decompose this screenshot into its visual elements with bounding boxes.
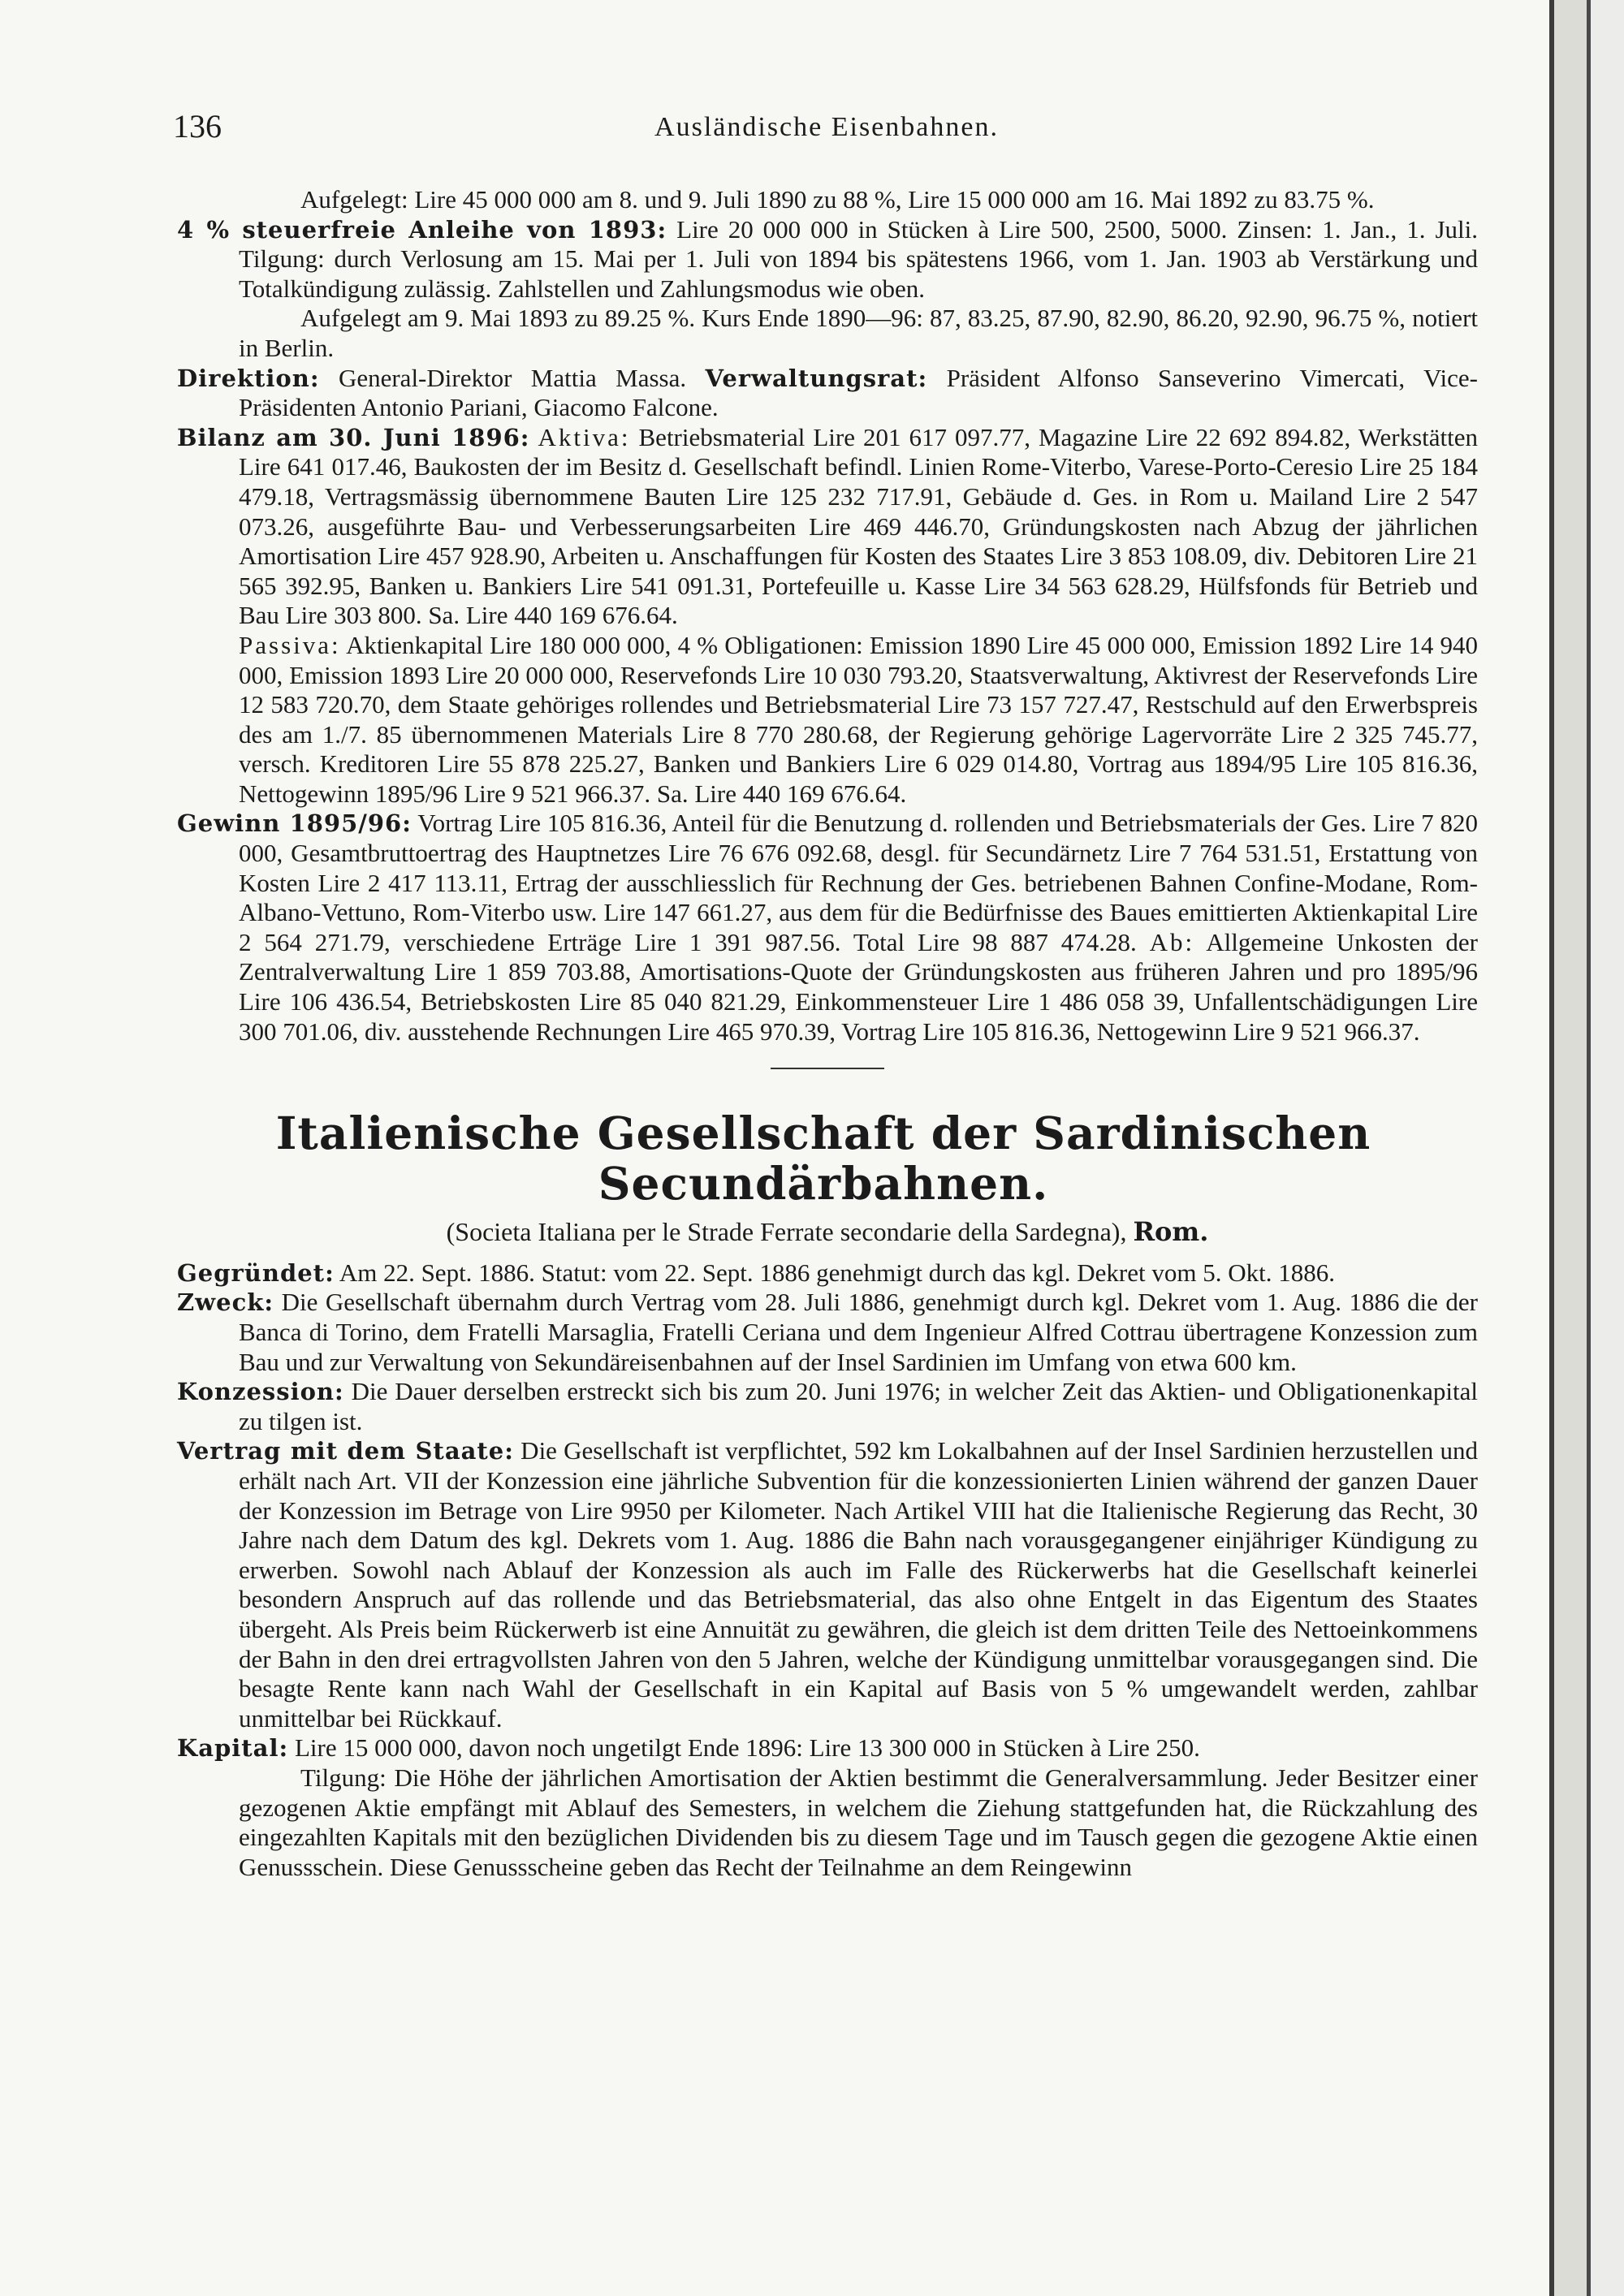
loan-heading: 4 % steuerfreie Anleihe von 1893: xyxy=(177,215,667,244)
zweck-heading: Zweck: xyxy=(177,1288,274,1317)
gewinn-text: Vortrag Lire 105 816.36, Anteil für die Benutzung d. rollenden und Betriebsmaterials der Ges. Lire 7 820 000, Gesamtbruttoertrag des Hauptnetzes Lire 76 676 092.68, desgl. für Secundärnetz Lire 7 764 531.51, Erstattung von Kosten Lire 2 417 113.11, Ertrag der ausschliesslich für Rechnung der Ges. betriebenen Bahnen Confine-Modane, Rom-Albano-Vettuno, Rom-Viterbo usw. Lire 147 661.27, aus dem für die Bedürfnisse des Baues emittierten Aktienkapital Lire 2 564 271.79, verschiedene Erträge Lire 1 391 987.56. Total Lire 98 887 474.28. xyxy=(239,809,1478,956)
zweck-paragraph xyxy=(177,1288,1478,1377)
loan-issue-paragraph: Aufgelegt am 9. Mai 1893 zu 89.25 %. Kurs Ende 1890—96: 87, 83.25, 87.90, 82.90, 86.20, 92.90, 96.75 %, notiert in Berlin. xyxy=(239,304,1478,362)
aktiva-label: Aktiva: xyxy=(538,422,631,451)
kapital-text: Lire 15 000 000, davon noch ungetilgt Ende 1896: Lire 13 300 000 in Stücken à Lire 250. xyxy=(288,1733,1200,1763)
bilanz-paragraph xyxy=(177,423,1478,631)
page-edge-gap xyxy=(1554,0,1587,2296)
ab-text: Allgemeine Unkosten der Zentralverwaltung Lire 1 859 703.88, Amortisations-Quote der Gründungskosten aus früheren Jahren und pro 1895/96 Lire 106 436.54, Betriebskosten Lire 85 040 821.29, Einkommensteuer Lire 1 486 058 39, Unfallentschädigungen Lire 300 701.06, div. ausstehende Rechnungen Lire 465 970.39, Vortrag Lire 105 816.36, Nettogewinn Lire 9 521 966.37. xyxy=(239,927,1479,1046)
page-header xyxy=(173,107,1480,148)
bilanz-heading: Bilanz am 30. Juni 1896: xyxy=(177,423,530,451)
running-title: Ausländische Eisenbahnen. xyxy=(654,112,999,142)
gegruendet-text: Am 22. Sept. 1886. Statut: vom 22. Sept. 1886 genehmigt durch das kgl. Dekret vom 5. Okt. 1886. xyxy=(334,1258,1335,1287)
passiva-paragraph xyxy=(177,631,1478,809)
gegruendet-heading: Gegründet: xyxy=(177,1258,335,1287)
page-edge-margin xyxy=(1591,0,1624,2296)
direktion-heading: Direktion: xyxy=(177,364,320,392)
company-subtitle xyxy=(177,1217,1478,1247)
company-italian-name: (Societa Italiana per le Strade Ferrate secondarie della Sardegna), xyxy=(446,1217,1134,1247)
zweck-text: Die Gesellschaft übernahm durch Vertrag vom 28. Juli 1886, genehmigt durch kgl. Dekret vom 1. Aug. 1886 die der Banca di Torino, dem Fratelli Marsaglia, Fratelli Ceriana und dem Ingenieur Alfred Cottrau übertragene Konzession zum Bau und zur Verwaltung von Sekundäreisenbahnen auf der Insel Sardinien im Umfang von etwa 600 km. xyxy=(239,1288,1478,1376)
tilgung-paragraph: Tilgung: Die Höhe der jährlichen Amortisation der Aktien bestimmt die Generalversammlung. Jeder Besitzer einer gezogenen Aktie empfängt mit Ablauf des Semesters, in welchem die Ziehung stattgefunden hat, die Rückzahlung des eingezahlten Kapitals mit den bezüglichen Dividenden bis zu diesem Tage und im Tausch gegen die gezogene Aktie einen Genussschein. Diese Genussscheine geben das Recht der Teilnahme an dem Reingewinn xyxy=(239,1763,1478,1881)
konzession-text: Die Dauer derselben erstreckt sich bis zum 20. Juni 1976; in welcher Zeit das Aktien- und Obligationenkapital zu tilgen ist. xyxy=(239,1377,1478,1435)
page-content xyxy=(177,185,1478,1882)
aktiva-text: Betriebsmaterial Lire 201 617 097.77, Magazine Lire 22 692 894.82, Werkstätten Lire 641 017.46, Baukosten der im Besitz d. Gesellschaft befindl. Linien Rome-Viterbo, Varese-Porto-Ceresio Lire 25 184 479.18, Vertragsmässig übernommene Bauten Lire 125 232 717.91, Gebäude d. Ges. in Rom u. Mailand Lire 2 547 073.26, ausgeführte Bau- und Verbesserungsarbeiten Lire 469 446.70, Gründungskosten nach Abzug der jährlichen Amortisation Lire 457 928.90, Arbeiten u. Anschaffungen für Kosten des Staates Lire 3 853 108.09, div. Debitoren Lire 21 565 392.95, Banken u. Bankiers Lire 541 091.31, Portefeuille u. Kasse Lire 34 563 628.29, Hülfsfonds für Betrieb und Bau Lire 303 800. Sa. Lire 440 169 676.64. xyxy=(239,422,1479,630)
kapital-heading: Kapital: xyxy=(177,1734,289,1763)
company-title: Italienische Gesellschaft der Sardinischen Secundärbahnen. xyxy=(275,1107,1371,1211)
verwaltungsrat-text: Präsident Alfonso Sanseverino Vimercati, Vice-Präsidenten Antonio Pariani, Giacomo Falcone. xyxy=(239,363,1478,422)
gewinn-paragraph xyxy=(177,809,1478,1047)
konzession-paragraph xyxy=(177,1377,1478,1436)
gegruendet-paragraph xyxy=(177,1258,1478,1288)
ab-label: Ab: xyxy=(1149,927,1195,956)
kapital-paragraph xyxy=(177,1733,1478,1763)
direktion-text: General-Direktor Mattia Massa. xyxy=(319,363,706,392)
loan-text: Lire 20 000 000 in Stücken à Lire 500, 2500, 5000. Zinsen: 1. Jan., 1. Juli. Tilgung: durch Verlosung am 15. Mai per 1. Juli von 1894 bis spätestens 1966, vom 1. Jan. 1903 ab Verstärkung und Totalkündigung zulässig. Zahlstellen und Zahlungsmodus wie oben. xyxy=(239,214,1478,303)
section-divider xyxy=(771,1068,884,1069)
page-number: 136 xyxy=(173,108,222,145)
management-paragraph xyxy=(177,364,1478,423)
gewinn-heading: Gewinn 1895/96: xyxy=(177,809,412,838)
issue-paragraph: Aufgelegt: Lire 45 000 000 am 8. und 9. Juli 1890 zu 88 %, Lire 15 000 000 am 16. Mai 1892 zu 83.75 %. xyxy=(300,185,1375,214)
passiva-label: Passiva: xyxy=(239,630,341,659)
vertrag-heading: Vertrag mit dem Staate: xyxy=(177,1437,514,1465)
vertrag-text: Die Gesellschaft ist verpflichtet, 592 km Lokalbahnen auf der Insel Sardinien herzustellen und erhält nach Art. VII der Konzession eine jährliche Subvention für die konzessionierten Linien während der ganzen Dauer der Konzession im Betrage von Lire 9950 per Kilometer. Nach Artikel VIII hat die Italienische Regierung das Recht, 30 Jahre nach dem Datum des kgl. Dekrets vom 1. Aug. 1886 die Bahn nach vorausgegangener einjähriger Kündigung zu erwerben. Sowohl nach Ablauf der Konzession als auch im Falle des Rückerwerbs hat die Gesellschaft keinerlei besondern Anspruch auf das rollende und das Betriebsmaterial, das also ohne Entgelt in das Eigentum des Staates übergeht. Als Preis beim Rückerwerb ist eine Annuität zu gewähren, die gleich ist dem dritten Teile des Nettoeinkommens der Bahn in den drei ertragvollsten Jahren von den 5 Jahren, welche der Kündigung unmittelbar vorausgegangen sind. Die besagte Rente kann nach Wahl der Gesellschaft in ein Kapital auf Basis von 5 % umgewandelt werden, zahlbar unmittelbar bei Rückkauf. xyxy=(239,1436,1478,1733)
konzession-heading: Konzession: xyxy=(177,1378,344,1406)
passiva-text: Aktienkapital Lire 180 000 000, 4 % Obligationen: Emission 1890 Lire 45 000 000, Emission 1892 Lire 14 940 000, Emission 1893 Lire 20 000 000, Reservefonds Lire 10 030 793.20, Staatsverwaltung, Aktivrest der Reservefonds Lire 12 583 720.70, dem Staate gehöriges rollendes und Betriebsmaterial Lire 73 157 727.47, Restschuld auf den Erwerbspreis des am 1./7. 85 übernommenen Materials Lire 8 770 280.68, der Regierung gehörige Lagervorräte Lire 2 325 745.77, versch. Kreditoren Lire 55 878 225.27, Banken und Bankiers Lire 6 029 014.80, Vortrag aus 1894/95 Lire 105 816.36, Nettogewinn 1895/96 Lire 9 521 966.37. Sa. Lire 440 169 676.64. xyxy=(239,630,1478,808)
loan-paragraph xyxy=(177,215,1478,304)
company-city: Rom. xyxy=(1133,1216,1209,1248)
vertrag-paragraph xyxy=(177,1436,1478,1733)
verwaltungsrat-heading: Verwaltungsrat: xyxy=(705,364,928,392)
